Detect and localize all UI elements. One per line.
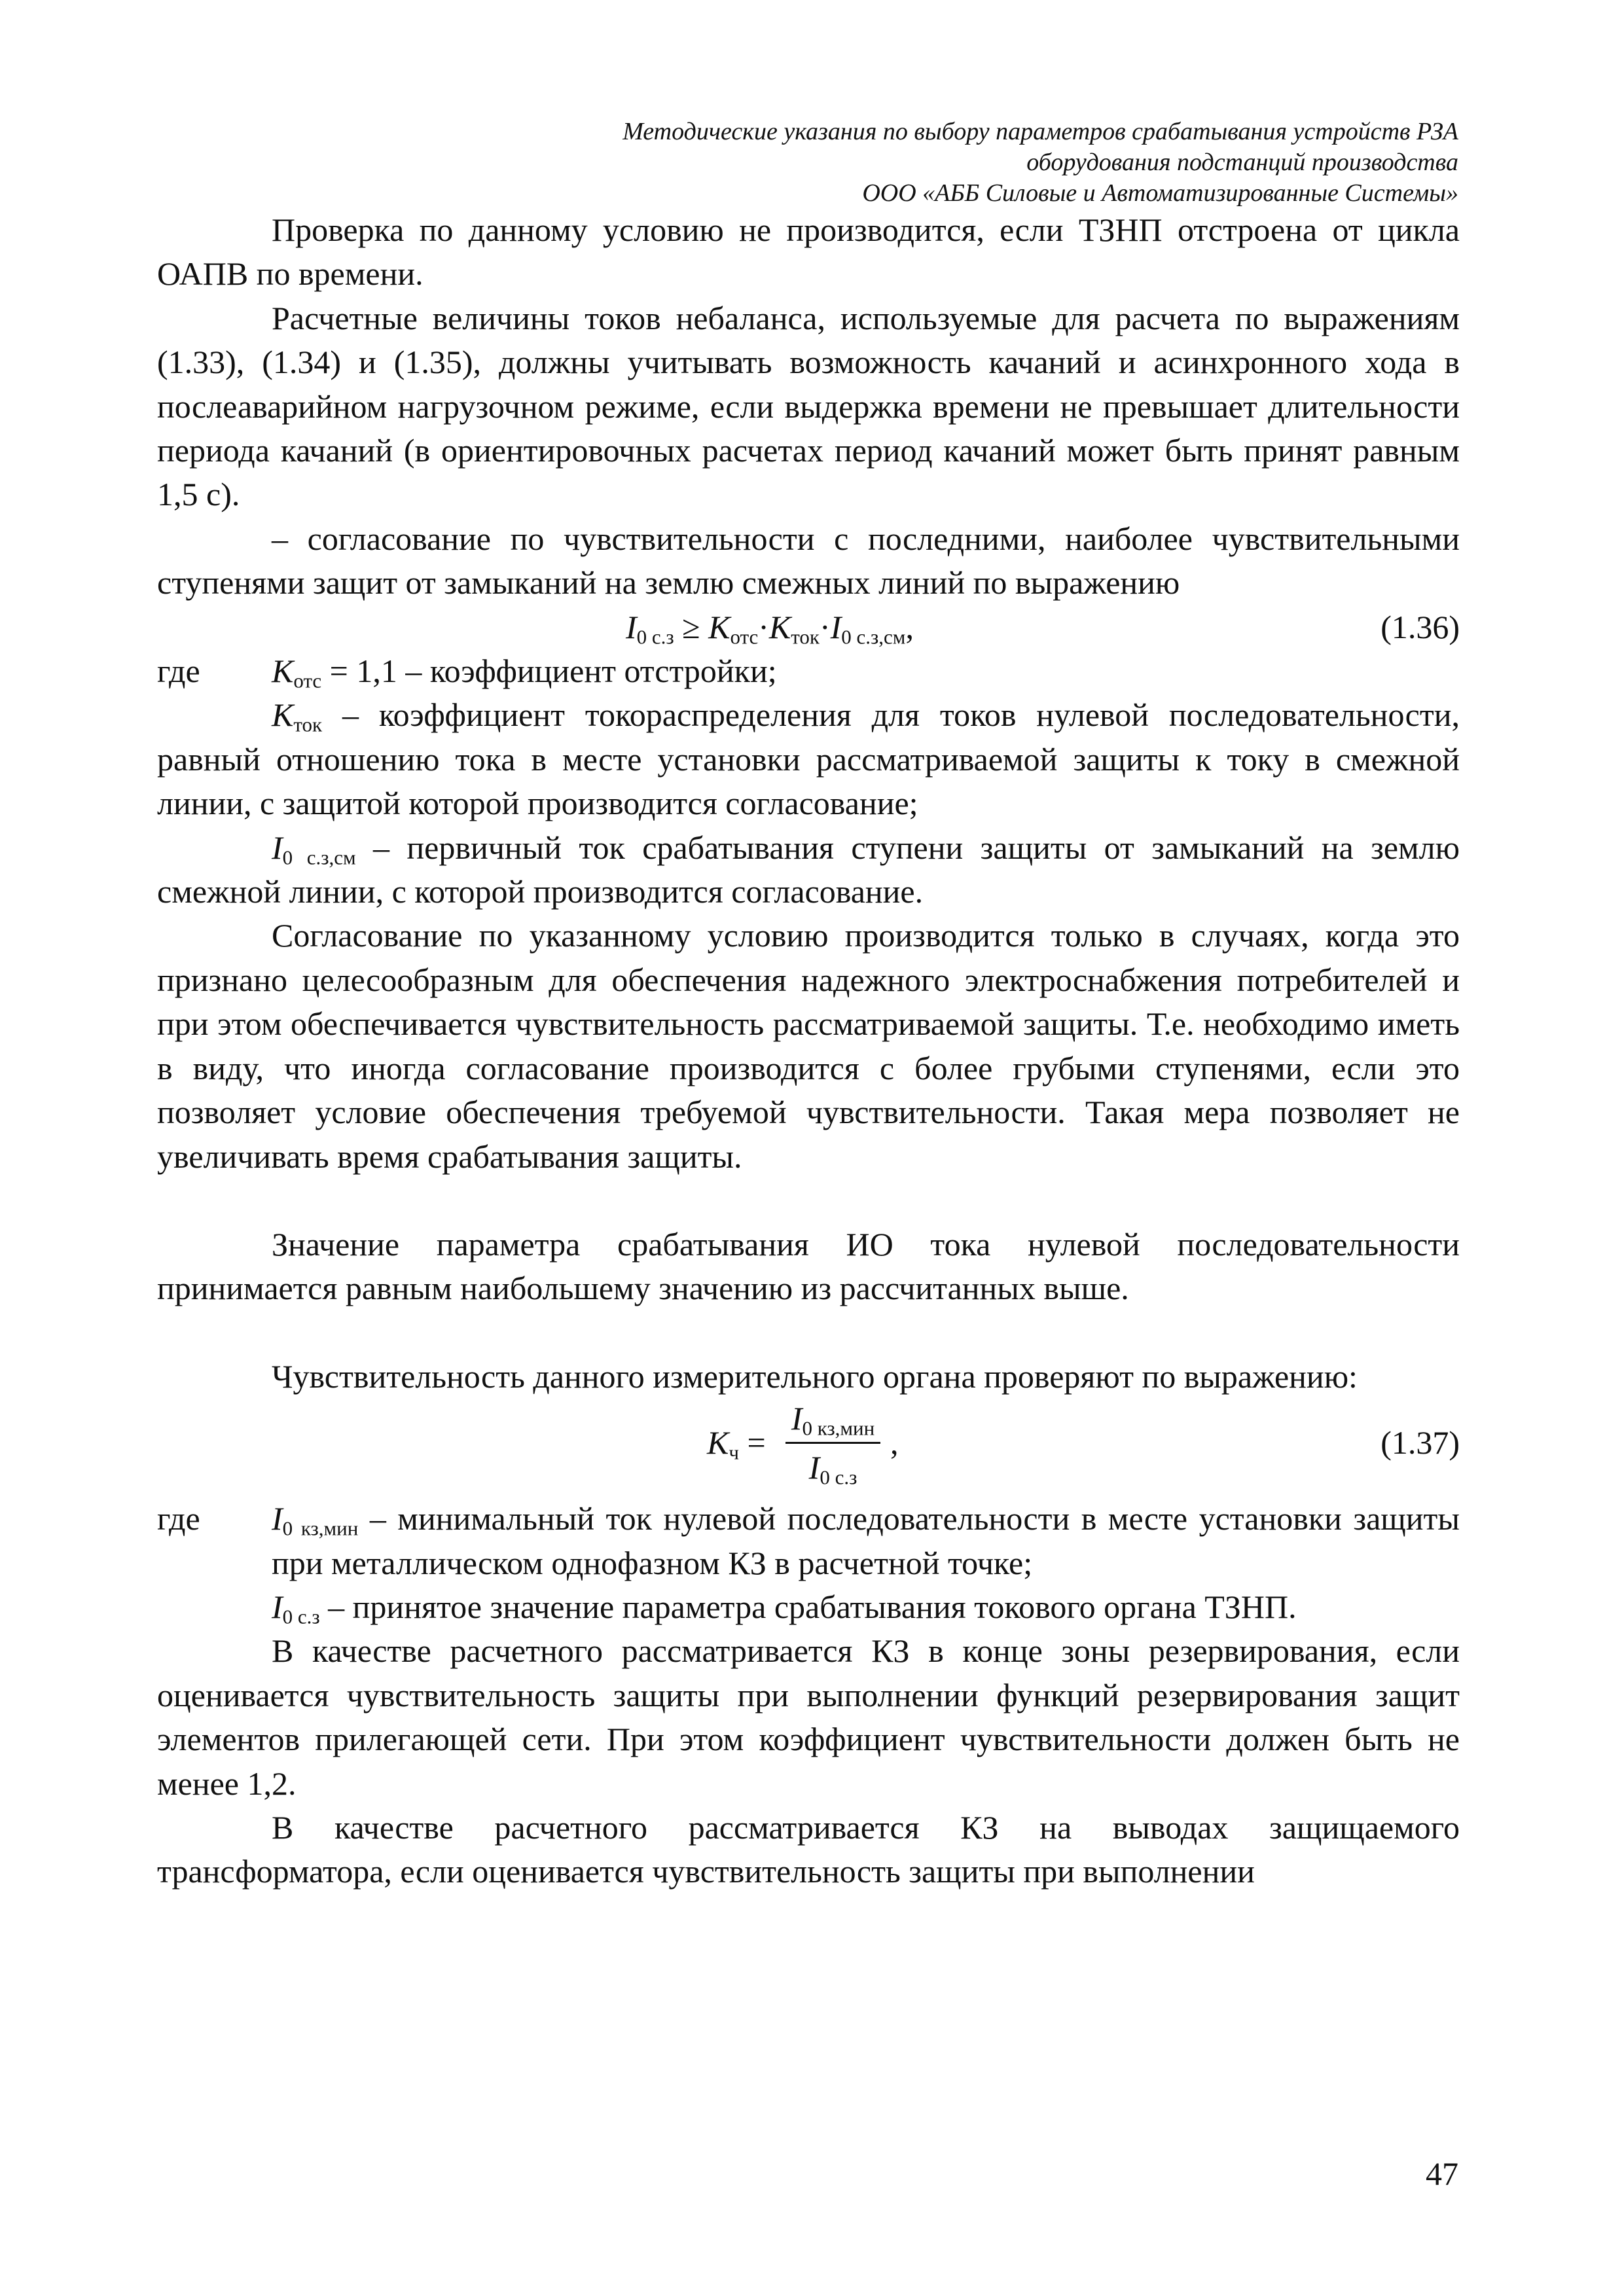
definition-i0-sz: $I_{0 с.з}$ – принятое значение параметра срабатывания токового органа ТЗНП.	[272, 1588, 1297, 1628]
formula-1-36	[157, 605, 1460, 649]
where-definition-kots: где $K_{отс} = 1,1$ – коэффициент отстройки;	[157, 649, 1460, 693]
header-line-1: Методические указания по выбору параметров срабатывания устройств РЗА	[623, 118, 1458, 145]
where-definition-i0-kz-min: где $I_{0 кз,мин}$ – минимальный ток нулевой последовательности в месте установки защиты при металлическом однофазном КЗ в расчетной точке;	[157, 1497, 1460, 1585]
definition-i0-sz-sm: $I_{0 с.з,см}$ – первичный ток срабатывания ступени защиты от замыканий на землю смежной линии, с которой производится согласование.	[157, 829, 1460, 910]
formula-1-37: $K_ч$ = $I_{0 кз,мин}$ $I_{0 с.з}$ , (1.37)	[707, 1400, 1460, 1489]
header-line-3: ООО «АББ Силовые и Автоматизированные Системы»	[862, 179, 1458, 207]
body-text	[157, 208, 1460, 1894]
where-label: где	[157, 1500, 200, 1537]
paragraph-3: – согласование по чувствительности с последними, наиболее чувствительными ступенями защит от замыканий на землю смежных линий по выражению	[157, 520, 1460, 601]
formula-1-36-expression: $I_{0 с.з} \ge K_{отс}\cdot K_{ток}\cdot I_{0 с.з,см}$,	[626, 608, 914, 649]
formula-1-37-lhs: $K_ч$ =	[707, 1424, 766, 1464]
paragraph-7: В качестве расчетного рассматривается КЗ в конце зоны резервирования, если оценивается чувствительность защиты при выполнении функций резервирования защит элементов прилегающей сети. При этом коэффициент чувствительности должен быть не менее 1,2.	[157, 1632, 1460, 1802]
paragraph-8: В качестве расчетного рассматривается КЗ на выводах защищаемого трансформатора, если оценивается чувствительность защиты при выполнении	[157, 1808, 1460, 1890]
formula-1-36-number: (1.36)	[1380, 608, 1460, 645]
paragraph-4: Согласование по указанному условию производится только в случаях, когда это признано целесообразным для обеспечения надежного электроснабжения потребителей и при этом обеспечивается чувствительность рассматриваемой защиты. Т.е. необходимо иметь в виду, что иногда согласование производится с более грубыми ступенями, если это позволяет условие обеспечения требуемой чувствительности. Такая мера позволяет не увеличивать время срабатывания защиты.	[157, 917, 1460, 1175]
paragraph-2: Расчетные величины токов небаланса, используемые для расчета по выражениям (1.33), (1.34) и (1.35), должны учитывать возможность качаний и асинхронного хода в послеаварийном нагрузочном режиме, если выдержка времени не превышает длительности периода качаний (в ориентировочных расчетах период качаний может быть принят равным 1,5 с).	[157, 299, 1460, 513]
fraction-numerator: $I_{0 кз,мин}$	[791, 1400, 875, 1440]
paragraph-5: Значение параметра срабатывания ИО тока нулевой последовательности принимается равным наибольшему значению из рассчитанных выше.	[157, 1225, 1460, 1307]
definition-ktok: $K_{ток}$ – коэффициент токораспределения для токов нулевой последовательности, равный отношению тока в месте установки рассматриваемой защиты к току в смежной линии, с защитой которой производится согласование;	[157, 696, 1460, 822]
paragraph-1: Проверка по данному условию не производится, если ТЗНП отстроена от цикла ОАПВ по времени.	[157, 211, 1460, 293]
page-number: 47	[1426, 2155, 1458, 2192]
formula-1-37-number: (1.37)	[1380, 1424, 1460, 1462]
where-label: где	[157, 653, 200, 690]
paragraph-6: Чувствительность данного измерительного органа проверяют по выражению:	[272, 1357, 1358, 1395]
fraction-denominator: $I_{0 с.з}$	[808, 1449, 857, 1489]
header-line-2: оборудования подстанций производства	[1026, 149, 1458, 176]
running-header	[346, 117, 1458, 209]
fraction-bar	[785, 1442, 880, 1444]
formula-1-37-fraction	[785, 1399, 880, 1487]
